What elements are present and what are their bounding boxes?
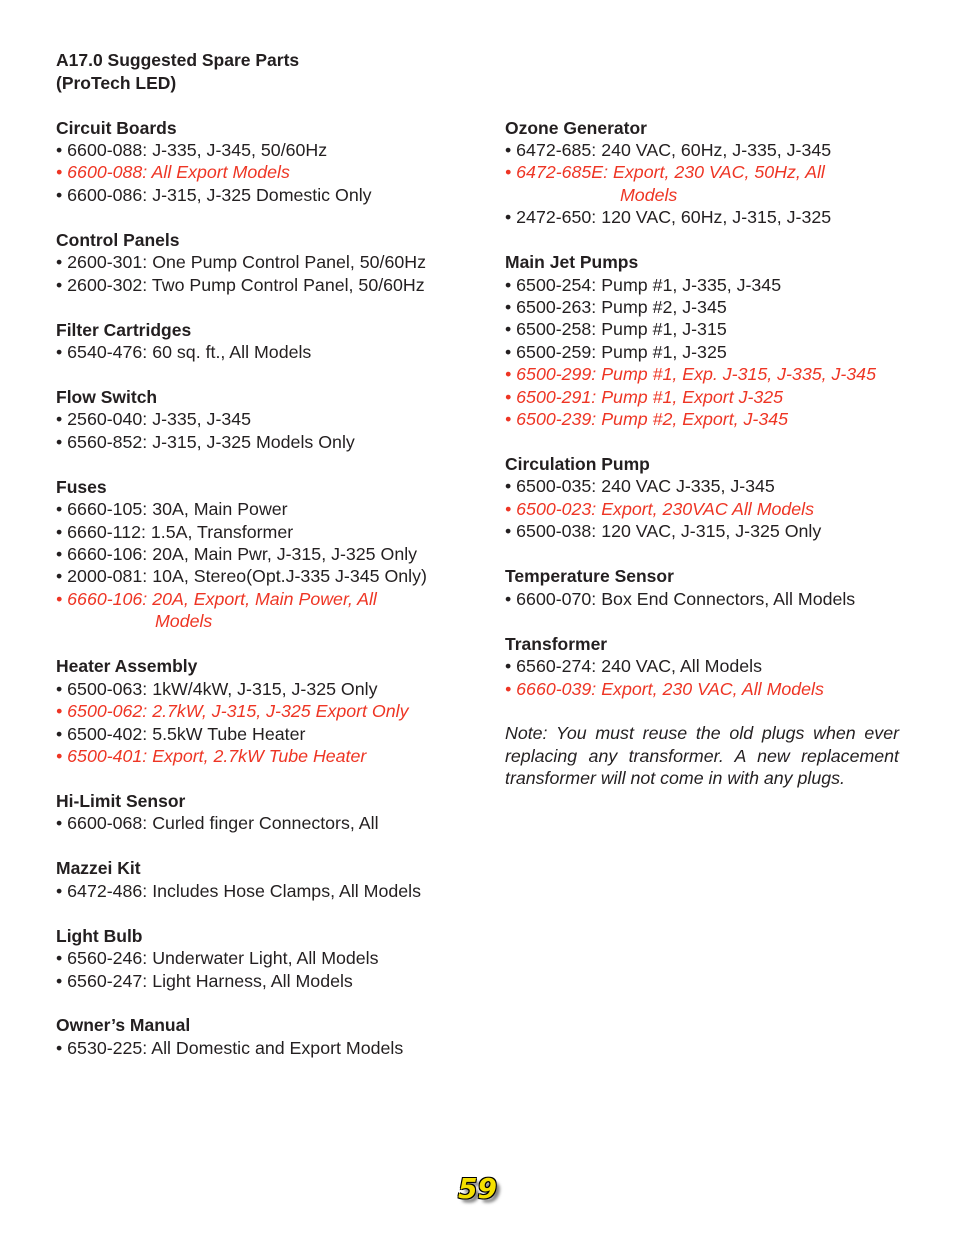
section-circuit-boards xyxy=(56,117,476,207)
transformer-note: Note: You must reuse the old plugs when ever replacing any transformer. A new replacement transformer will not come in with any plugs. xyxy=(505,723,899,789)
export-part-item: • 6500-299: Pump #1, Exp. J-315, J-335, J-345 xyxy=(505,364,876,385)
export-part-continuation: Models xyxy=(155,611,213,632)
export-part-item: • 6500-291: Pump #1, Export J-325 xyxy=(505,386,784,407)
document-title: A17.0 Suggested Spare Parts xyxy=(56,50,300,70)
part-item: • 6560-852: J-315, J-325 Models Only xyxy=(56,431,355,452)
section-heading: Ozone Generator xyxy=(505,117,647,138)
section-temperature-sensor xyxy=(505,565,899,610)
part-item: • 6600-068: Curled finger Connectors, All xyxy=(56,813,379,834)
section-heater-assembly xyxy=(56,655,476,767)
part-item: • 2472-650: 120 VAC, 60Hz, J-315, J-325 xyxy=(505,207,832,228)
export-part-item: • 6500-401: Export, 2.7kW Tube Heater xyxy=(56,745,367,766)
section-heading: Flow Switch xyxy=(56,386,158,407)
export-part-item: • 6500-023: Export, 230VAC All Models xyxy=(505,498,815,519)
section-heading: Light Bulb xyxy=(56,925,143,946)
part-item: • 6500-263: Pump #2, J-345 xyxy=(505,297,727,318)
section-heading: Mazzei Kit xyxy=(56,858,141,879)
part-item: • 6500-258: Pump #1, J-315 xyxy=(505,319,727,340)
section-transformer xyxy=(505,633,899,700)
part-item: • 6660-112: 1.5A, Transformer xyxy=(56,521,294,542)
part-item: • 2000-081: 10A, Stereo(Opt.J-335 J-345 Only) xyxy=(56,566,427,587)
part-item: • 2600-302: Two Pump Control Panel, 50/60Hz xyxy=(56,274,425,295)
part-item: • 6472-685: 240 VAC, 60Hz, J-335, J-345 xyxy=(505,140,832,160)
part-item: • 6600-070: Box End Connectors, All Models xyxy=(505,588,856,609)
part-item: • 6500-038: 120 VAC, J-315, J-325 Only xyxy=(505,521,822,542)
part-item: • 6560-274: 240 VAC, All Models xyxy=(505,656,762,677)
section-heading: Circulation Pump xyxy=(505,453,650,474)
section-heading: Hi-Limit Sensor xyxy=(56,790,186,811)
part-item: • 6600-086: J-315, J-325 Domestic Only xyxy=(56,184,372,205)
section-main-jet-pumps xyxy=(505,251,899,430)
part-item: • 6500-259: Pump #1, J-325 xyxy=(505,341,727,362)
export-part-item xyxy=(505,161,899,206)
section-heading: Owner’s Manual xyxy=(56,1015,191,1036)
section-mazzei-kit xyxy=(56,857,476,902)
part-item: • 6500-063: 1kW/4kW, J-315, J-325 Only xyxy=(56,678,378,699)
section-heading: Circuit Boards xyxy=(56,117,177,138)
section-control-panels xyxy=(56,229,476,296)
section-heading: Filter Cartridges xyxy=(56,319,192,340)
part-item: • 6560-247: Light Harness, All Models xyxy=(56,970,353,991)
export-part-text: • 6472-685E: Export, 230 VAC, 50Hz, All xyxy=(505,162,825,183)
part-item: • 6472-486: Includes Hose Clamps, All Models xyxy=(56,880,422,901)
part-item: • 6560-246: Underwater Light, All Models xyxy=(56,948,379,969)
section-fuses xyxy=(56,476,476,633)
export-part-text: • 6660-106: 20A, Export, Main Power, All xyxy=(56,588,377,609)
section-heading: Temperature Sensor xyxy=(505,566,674,587)
part-item: • 6500-254: Pump #1, J-335, J-345 xyxy=(505,274,782,295)
part-item: • 6500-035: 240 VAC J-335, J-345 xyxy=(505,476,775,497)
section-flow-switch xyxy=(56,386,476,453)
export-part-item xyxy=(56,588,476,633)
section-hi-limit-sensor xyxy=(56,790,476,835)
right-column xyxy=(505,94,899,790)
section-heading: Heater Assembly xyxy=(56,656,198,677)
section-heading: Control Panels xyxy=(56,229,180,250)
part-item: • 6660-105: 30A, Main Power xyxy=(56,499,288,520)
left-column xyxy=(56,49,476,1059)
export-part-continuation: Models xyxy=(620,184,678,205)
section-ozone-generator xyxy=(505,117,899,229)
section-filter-cartridges xyxy=(56,319,476,364)
section-circulation-pump xyxy=(505,453,899,543)
export-part-item: • 6500-239: Pump #2, Export, J-345 xyxy=(505,409,788,430)
part-item: • 6540-476: 60 sq. ft., All Models xyxy=(56,342,312,363)
document-subtitle: (ProTech LED) xyxy=(56,72,177,93)
section-light-bulb xyxy=(56,925,476,992)
part-item: • 6660-106: 20A, Main Pwr, J-315, J-325 Only xyxy=(56,544,418,565)
section-owners-manual xyxy=(56,1014,476,1059)
part-item: • 2600-301: One Pump Control Panel, 50/60Hz xyxy=(56,252,426,273)
section-heading: Main Jet Pumps xyxy=(505,252,639,273)
export-part-item: • 6500-062: 2.7kW, J-315, J-325 Export Only xyxy=(56,701,409,722)
export-part-item: • 6660-039: Export, 230 VAC, All Models xyxy=(505,678,824,699)
section-heading: Fuses xyxy=(56,476,107,497)
page-number: 59 xyxy=(458,1172,497,1205)
part-item: • 6600-088: J-335, J-345, 50/60Hz xyxy=(56,140,328,160)
export-part-item: • 6600-088: All Export Models xyxy=(56,162,290,183)
part-item: • 2560-040: J-335, J-345 xyxy=(56,409,252,430)
part-item: • 6500-402: 5.5kW Tube Heater xyxy=(56,723,306,744)
part-item: • 6530-225: All Domestic and Export Models xyxy=(56,1037,404,1058)
section-heading: Transformer xyxy=(505,633,608,654)
